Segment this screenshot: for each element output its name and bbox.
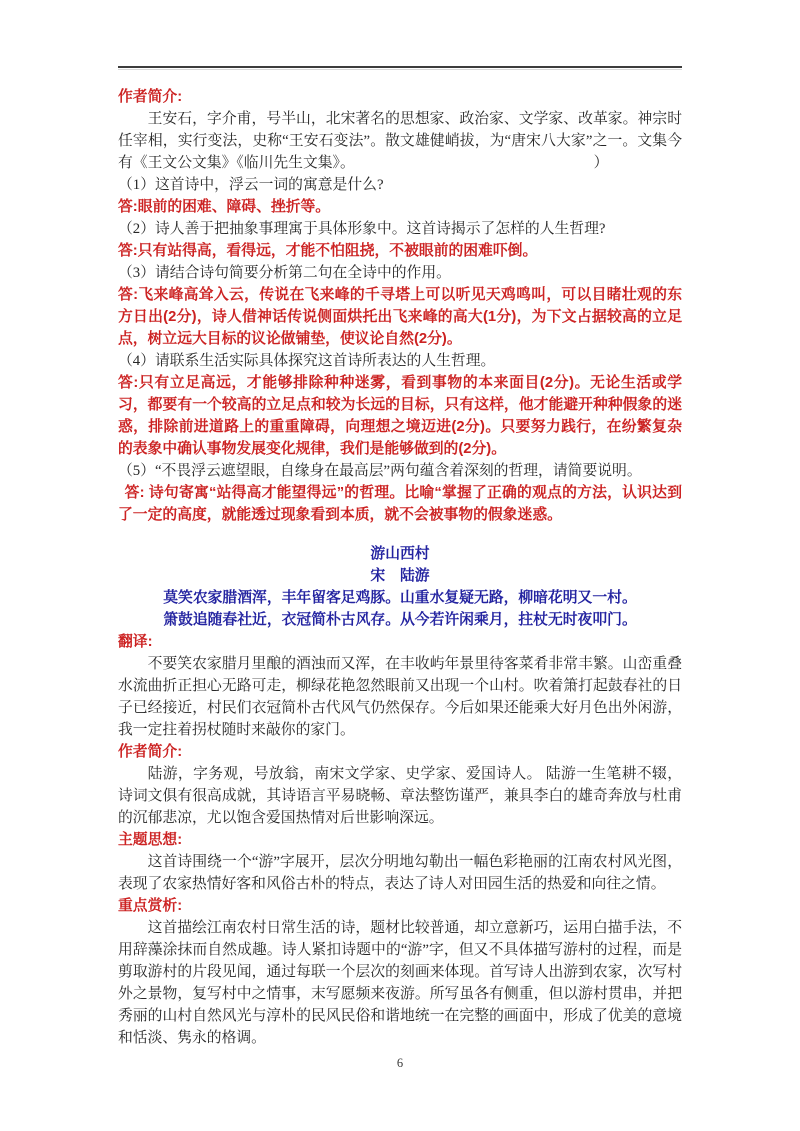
- analysis-heading: 重点赏析:: [118, 898, 183, 914]
- theme-heading: 主题思想:: [118, 832, 183, 848]
- question-4: （4）请联系生活实际具体探究这首诗所表达的人生哲理。: [118, 353, 496, 369]
- poem-block: [118, 543, 682, 631]
- answer-5: 答: 诗句寄寓“站得高才能望得远”的哲理。比喻“掌握了正确的观点的方法，认识达到了一定的高度，就能透过现象看到本质，就不会被事物的假象迷惑。: [118, 485, 682, 523]
- poem-line-1: 莫笑农家腊酒浑，丰年留客足鸡豚。山重水复疑无路，柳暗花明又一村。: [163, 590, 637, 606]
- poem-author: 宋 陆游: [370, 568, 430, 584]
- poem-title: 游山西村: [370, 546, 430, 562]
- answer-2: 答:只有站得高，看得远，才能不怕阻挠，不被眼前的困难吓倒。: [118, 243, 538, 259]
- question-2: （2）诗人善于把抽象事理寓于具体形象中。这首诗揭示了怎样的人生哲理?: [118, 221, 606, 237]
- author-intro-2-paragraph: 陆游，字务观，号放翁，南宋文学家、史学家、爱国诗人。 陆游一生笔耕不辍，诗词文俱有很高成就，其诗语言平易晓畅、章法整饬谨严，兼具李白的雄奇奔放与杜甫的沉郁悲凉，尤以饱含爱国热情对后世影响深远。: [118, 766, 682, 826]
- translation-paragraph: 不要笑农家腊月里酿的酒浊而又浑，在丰收屿年景里待客菜肴非常丰繁。山峦重叠水流曲折正担心无路可走，柳绿花艳忽然眼前又出现一个山村。吹着箫打起鼓春社的日子已经接近，村民们衣冠简朴古代风气仍然保存。今后如果还能乘大好月色出外闲游，我一定拄着拐杖随时来敲你的家门。: [118, 656, 682, 738]
- translation-heading: 翻译:: [118, 634, 153, 650]
- stray-paren: ）: [593, 155, 609, 171]
- header-rule: [118, 66, 682, 70]
- author-intro-2-heading: 作者简介:: [118, 744, 183, 760]
- theme-paragraph: 这首诗围绕一个“游”字展开，层次分明地勾勒出一幅色彩艳丽的江南农村风光图，表现了农家热情好客和风俗古朴的特点，表达了诗人对田园生活的热爱和向往之情。: [118, 854, 682, 892]
- author-intro-1-paragraph: [118, 108, 682, 174]
- author-intro-1-text: 王安石，字介甫，号半山，北宋著名的思想家、政治家、文学家、改革家。神宗时任宰相，实行变法，史称“王安石变法”。散文雄健峭拔，为“唐宋八大家”之一。文集今有《王文公文集》《临川先生文集》。: [118, 111, 682, 171]
- question-1: （1）这首诗中，浮云一词的寓意是什么?: [118, 177, 384, 193]
- analysis-paragraph: 这首描绘江南农村日常生活的诗，题材比较普通，却立意新巧，运用白描手法，不用辞藻涂抹而自然成趣。诗人紧扣诗题中的“游”字，但又不具体描写游村的过程，而是剪取游村的片段见闻，通过每联一个层次的刻画来体现。首写诗人出游到农家，次写村外之景物，复写村中之情事，末写愿频来夜游。所写虽各有侧重，但以游村贯串，并把秀丽的山村自然风光与淳朴的民风民俗和谐地统一在完整的画面中，形成了优美的意境和恬淡、隽永的格调。: [118, 920, 682, 1046]
- question-5: （5）“不畏浮云遮望眼，自缘身在最高层”两句蕴含着深刻的哲理，请简要说明。: [118, 463, 642, 479]
- answer-4: 答:只有立足高远，才能够排除种种迷雾，看到事物的本来面目(2分)。无论生活或学习，都要有一个较高的立足点和较为长远的目标，只有这样，他才能避开种种假象的迷惑，排除前进道路上的重重障碍，向理想之境迈进(2分)。只要努力践行，在纷繁复杂的表象中确认事物发展变化规律，我们是能够做到的(2分)。: [118, 375, 682, 457]
- answer-3: 答:飞来峰高耸入云，传说在飞来峰的千寻塔上可以听见天鸡鸣叫，可以目睹壮观的东方日出(2分)，诗人借神话传说侧面烘托出飞来峰的高大(1分)，为下文占据较高的立足点，树立远大目标的议论做铺垫，使议论自然(2分)。: [118, 287, 682, 347]
- answer-1: 答:眼前的困难、障碍、挫折等。: [118, 199, 331, 215]
- page-number: 6: [396, 1056, 404, 1070]
- question-3: （3）请结合诗句简要分析第二句在全诗中的作用。: [118, 265, 451, 281]
- poem-line-2: 箫鼓追随春社近，衣冠简朴古风存。从今若许闲乘月，拄杖无时夜叩门。: [163, 612, 637, 628]
- author-intro-1-heading: 作者简介:: [118, 89, 183, 105]
